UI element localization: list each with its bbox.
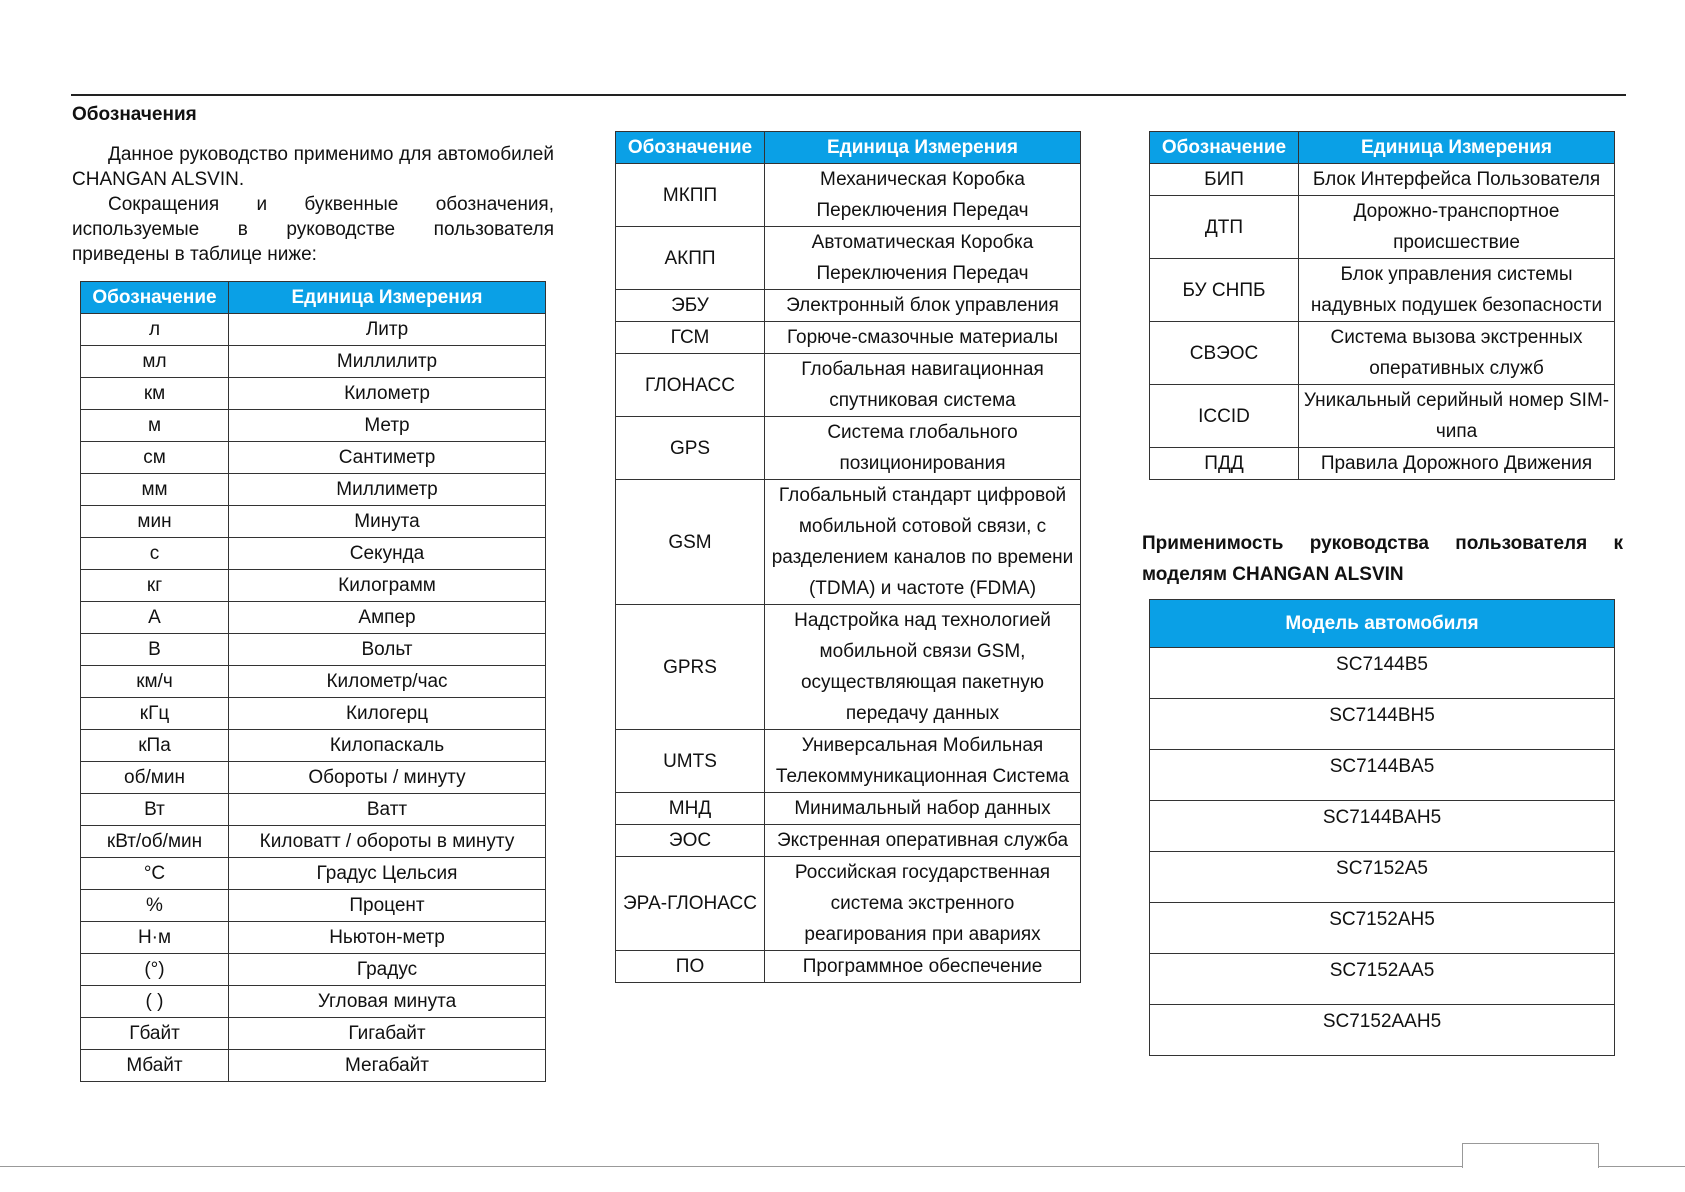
table-row: [81, 986, 546, 1018]
table-row: [616, 825, 1081, 857]
cell-meaning: Литр: [229, 314, 546, 346]
cell-designation: Гбайт: [81, 1018, 229, 1050]
cell-designation: см: [81, 442, 229, 474]
table-row: [81, 570, 546, 602]
cell-meaning: Правила Дорожного Движения: [1299, 448, 1615, 480]
cell-model: SC7152AAH5: [1150, 1005, 1615, 1056]
table-header-row: [1150, 600, 1615, 648]
cell-designation: ЭОС: [616, 825, 765, 857]
table-row: [81, 1018, 546, 1050]
cell-designation: ПО: [616, 951, 765, 983]
cell-model: SC7152AH5: [1150, 903, 1615, 954]
cell-meaning: Горюче-смазочные материалы: [765, 322, 1081, 354]
cell-designation: АКПП: [616, 227, 765, 290]
cell-meaning: Процент: [229, 890, 546, 922]
table-row: [616, 164, 1081, 227]
cell-designation: км/ч: [81, 666, 229, 698]
abbreviations-table-3: [1149, 131, 1615, 480]
cell-meaning: Киловатт / обороты в минуту: [229, 826, 546, 858]
cell-meaning: Дорожно-транспортное происшествие: [1299, 196, 1615, 259]
header-designation: Обозначение: [616, 132, 765, 164]
table-row: [1150, 259, 1615, 322]
cell-meaning: Секунда: [229, 538, 546, 570]
cell-designation: А: [81, 602, 229, 634]
cell-designation: с: [81, 538, 229, 570]
cell-model: SC7144BAH5: [1150, 801, 1615, 852]
cell-meaning: Градус: [229, 954, 546, 986]
table-row: [81, 474, 546, 506]
cell-meaning: Механическая Коробка Переключения Передач: [765, 164, 1081, 227]
cell-meaning: Блок Интерфейса Пользователя: [1299, 164, 1615, 196]
table-row: [81, 794, 546, 826]
page-number-tab: [1462, 1143, 1599, 1168]
cell-designation: ПДД: [1150, 448, 1299, 480]
table-row: [1150, 801, 1615, 852]
cell-designation: Н·м: [81, 922, 229, 954]
table-header-row: [1150, 132, 1615, 164]
table-row: [1150, 448, 1615, 480]
applicability-title: [1142, 528, 1623, 590]
cell-meaning: Автоматическая Коробка Переключения Передач: [765, 227, 1081, 290]
cell-meaning: Система вызова экстренных оперативных служб: [1299, 322, 1615, 385]
top-rule: [71, 94, 1626, 96]
cell-meaning: Глобальная навигационная спутниковая система: [765, 354, 1081, 417]
models-table: [1149, 599, 1615, 1056]
cell-designation: °С: [81, 858, 229, 890]
cell-meaning: Градус Цельсия: [229, 858, 546, 890]
footer-line: [0, 1166, 1685, 1167]
cell-meaning: Килограмм: [229, 570, 546, 602]
cell-designation: %: [81, 890, 229, 922]
table-header-row: [616, 132, 1081, 164]
table-row: [81, 730, 546, 762]
cell-designation: кПа: [81, 730, 229, 762]
table-row: [81, 634, 546, 666]
table-row: [1150, 648, 1615, 699]
table-row: [81, 442, 546, 474]
cell-designation: ГСМ: [616, 322, 765, 354]
cell-designation: UMTS: [616, 730, 765, 793]
cell-designation: БИП: [1150, 164, 1299, 196]
table-row: [81, 858, 546, 890]
table-row: [81, 1050, 546, 1082]
intro-paragraph-2: Сокращения и буквенные обозначения, используемые в руководстве пользователя приведены в таблице ниже:: [72, 194, 554, 265]
intro-text: [72, 142, 554, 267]
cell-designation: мл: [81, 346, 229, 378]
table-header-row: [81, 282, 546, 314]
table-row: [1150, 385, 1615, 448]
table-row: [81, 314, 546, 346]
table-row: [81, 954, 546, 986]
cell-meaning: Миллиметр: [229, 474, 546, 506]
table-row: [81, 698, 546, 730]
table-row: [1150, 164, 1615, 196]
table-row: [81, 890, 546, 922]
table-row: [1150, 903, 1615, 954]
cell-model: SC7144B5: [1150, 648, 1615, 699]
table-row: [81, 346, 546, 378]
cell-meaning: Ньютон-метр: [229, 922, 546, 954]
cell-designation: GPS: [616, 417, 765, 480]
cell-designation: GPRS: [616, 605, 765, 730]
cell-meaning: Глобальный стандарт цифровой мобильной сотовой связи, с разделением каналов по времени (TDMA) и частоте (FDMA): [765, 480, 1081, 605]
cell-meaning: Обороты / минуту: [229, 762, 546, 794]
header-designation: Обозначение: [81, 282, 229, 314]
cell-designation: ГЛОНАСС: [616, 354, 765, 417]
header-model: Модель автомобиля: [1150, 600, 1615, 648]
cell-designation: м: [81, 410, 229, 442]
header-designation: Обозначение: [1150, 132, 1299, 164]
header-unit: Единица Измерения: [1299, 132, 1615, 164]
cell-designation: GSM: [616, 480, 765, 605]
cell-model: SC7152AA5: [1150, 954, 1615, 1005]
cell-designation: БУ СНПБ: [1150, 259, 1299, 322]
abbreviations-table-2: [615, 131, 1081, 983]
table-row: [1150, 954, 1615, 1005]
cell-meaning: Километр/час: [229, 666, 546, 698]
table-row: [81, 762, 546, 794]
table-row: [1150, 1005, 1615, 1056]
table-row: [1150, 699, 1615, 750]
table-row: [616, 730, 1081, 793]
cell-designation: ЭБУ: [616, 290, 765, 322]
cell-meaning: Минимальный набор данных: [765, 793, 1081, 825]
cell-meaning: Миллилитр: [229, 346, 546, 378]
cell-meaning: Километр: [229, 378, 546, 410]
cell-designation: (°): [81, 954, 229, 986]
cell-designation: Мбайт: [81, 1050, 229, 1082]
cell-meaning: Мегабайт: [229, 1050, 546, 1082]
table-row: [616, 290, 1081, 322]
table-row: [1150, 196, 1615, 259]
cell-meaning: Ватт: [229, 794, 546, 826]
cell-designation: кг: [81, 570, 229, 602]
table-row: [616, 857, 1081, 951]
table-row: [616, 605, 1081, 730]
cell-designation: ( ): [81, 986, 229, 1018]
cell-designation: ICCID: [1150, 385, 1299, 448]
cell-meaning: Гигабайт: [229, 1018, 546, 1050]
cell-meaning: Универсальная Мобильная Телекоммуникационная Система: [765, 730, 1081, 793]
intro-paragraph-1: Данное руководство применимо для автомобилей CHANGAN ALSVIN.: [72, 144, 554, 190]
cell-model: SC7152A5: [1150, 852, 1615, 903]
table-row: [81, 410, 546, 442]
table-row: [81, 506, 546, 538]
cell-meaning: Электронный блок управления: [765, 290, 1081, 322]
cell-meaning: Минута: [229, 506, 546, 538]
cell-meaning: Российская государственная система экстренного реагирования при авариях: [765, 857, 1081, 951]
cell-designation: км: [81, 378, 229, 410]
header-unit: Единица Измерения: [765, 132, 1081, 164]
table-row: [81, 378, 546, 410]
table-row: [616, 793, 1081, 825]
cell-designation: мин: [81, 506, 229, 538]
cell-meaning: Уникальный серийный номер SIM-чипа: [1299, 385, 1615, 448]
cell-designation: МНД: [616, 793, 765, 825]
table-row: [616, 322, 1081, 354]
cell-meaning: Килопаскаль: [229, 730, 546, 762]
cell-designation: кВт/об/мин: [81, 826, 229, 858]
section-title: Обозначения: [72, 104, 197, 125]
cell-meaning: Система глобального позиционирования: [765, 417, 1081, 480]
table-row: [616, 480, 1081, 605]
cell-designation: В: [81, 634, 229, 666]
cell-designation: Вт: [81, 794, 229, 826]
cell-model: SC7144BH5: [1150, 699, 1615, 750]
table-row: [616, 354, 1081, 417]
cell-meaning: Метр: [229, 410, 546, 442]
cell-meaning: Вольт: [229, 634, 546, 666]
cell-meaning: Экстренная оперативная служба: [765, 825, 1081, 857]
cell-meaning: Ампер: [229, 602, 546, 634]
cell-meaning: Надстройка над технологией мобильной связи GSM, осуществляющая пакетную передачу данных: [765, 605, 1081, 730]
table-row: [81, 922, 546, 954]
table-row: [1150, 750, 1615, 801]
applicability-title-line-2: моделям CHANGAN ALSVIN: [1142, 564, 1404, 585]
table-row: [616, 951, 1081, 983]
cell-meaning: Сантиметр: [229, 442, 546, 474]
table-row: [81, 538, 546, 570]
cell-meaning: Программное обеспечение: [765, 951, 1081, 983]
cell-designation: СВЭОС: [1150, 322, 1299, 385]
cell-meaning: Блок управления системы надувных подушек безопасности: [1299, 259, 1615, 322]
cell-designation: МКПП: [616, 164, 765, 227]
units-table: [80, 281, 546, 1082]
cell-designation: кГц: [81, 698, 229, 730]
cell-designation: л: [81, 314, 229, 346]
table-row: [81, 602, 546, 634]
header-unit: Единица Измерения: [229, 282, 546, 314]
cell-designation: ДТП: [1150, 196, 1299, 259]
cell-meaning: Килогерц: [229, 698, 546, 730]
table-row: [81, 826, 546, 858]
cell-designation: об/мин: [81, 762, 229, 794]
cell-meaning: Угловая минута: [229, 986, 546, 1018]
cell-designation: ЭРА-ГЛОНАСС: [616, 857, 765, 951]
applicability-title-line-1: Применимость руководства пользователя к: [1142, 533, 1623, 554]
table-row: [81, 666, 546, 698]
table-row: [1150, 322, 1615, 385]
table-row: [1150, 852, 1615, 903]
table-row: [616, 417, 1081, 480]
cell-designation: мм: [81, 474, 229, 506]
table-row: [616, 227, 1081, 290]
cell-model: SC7144BA5: [1150, 750, 1615, 801]
